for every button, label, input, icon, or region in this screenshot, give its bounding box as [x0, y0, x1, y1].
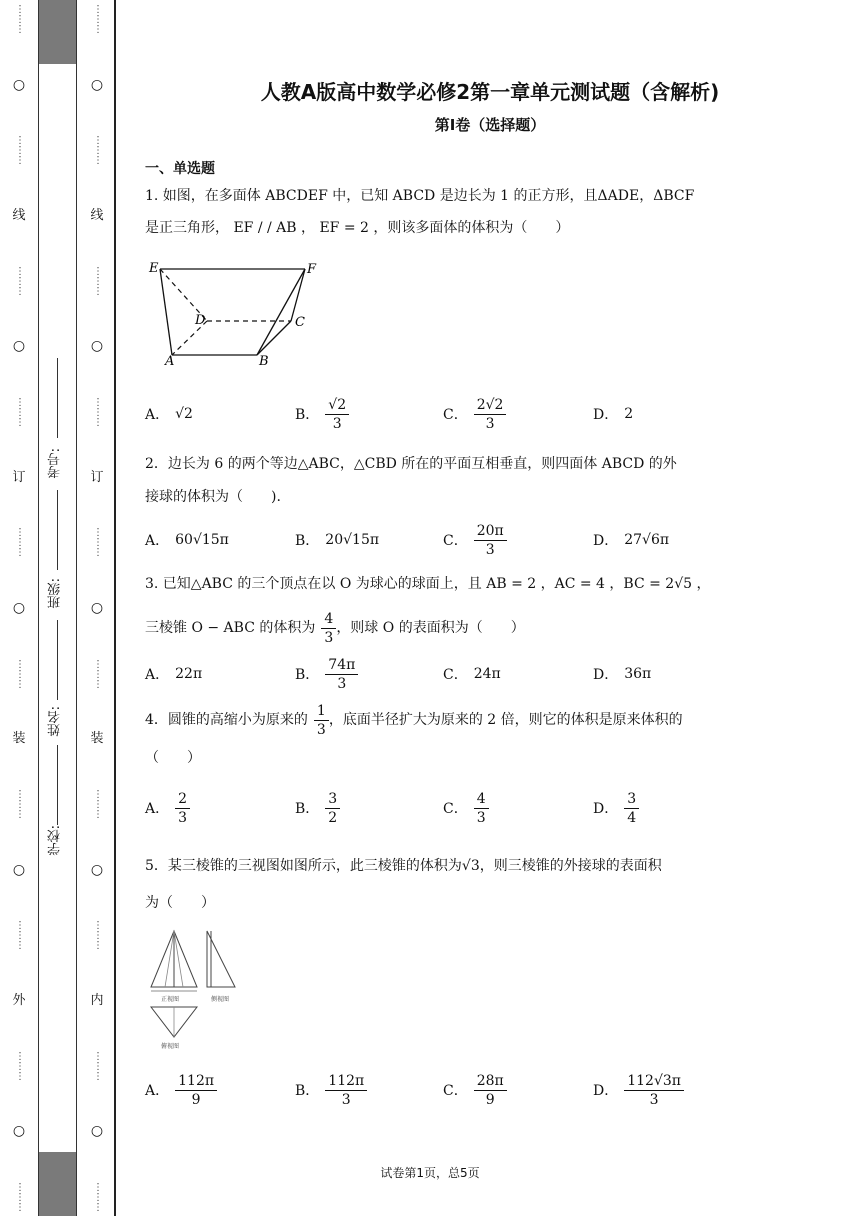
field-class: 班级: [48, 578, 63, 609]
outer-dot-column: ⋯⋯⋯ ○ ⋯⋯⋯ 线 ⋯⋯⋯ ○ ⋯⋯⋯ 订 ⋯⋯⋯ ○ ⋯⋯⋯ 装 ⋯⋯⋯ ○ ⋯⋯⋯ 外 ⋯⋯⋯ ○ ⋯⋯⋯ [12, 4, 26, 1212]
q5-option-a[interactable]: A． $\frac{112\pi}{9}$ [145, 1068, 217, 1112]
section-heading: 一、单选题 [145, 161, 215, 177]
margin-rule-2 [76, 0, 77, 1216]
q1-option-d[interactable]: D． 2 [593, 406, 634, 423]
question-1-line-2: 是正三角形， EF / / AB ， EF = 2 ，则该多面体的体积为（ ） [145, 220, 570, 236]
q3-option-d[interactable]: D． 36π [593, 666, 652, 683]
page-footer: 试卷第1页，总5页 [380, 1166, 480, 1180]
q3-option-b[interactable]: B． $\frac{74\pi}{3}$ [295, 652, 358, 696]
q1-option-b[interactable]: B． $\frac{√2}{3}$ [295, 392, 349, 436]
label-E: E [149, 261, 159, 276]
q3-option-a[interactable]: A． 22π [145, 666, 203, 683]
margin-gray-top [39, 0, 76, 64]
q5-option-c[interactable]: C． $\frac{28\pi}{9}$ [443, 1068, 507, 1112]
question-3-line-1: 3. 已知△ABC 的三个顶点在以 O 为球心的球面上，且 AB = 2 ，AC = 4 ，BC = 2√5 ， [145, 576, 711, 592]
q4-option-b[interactable]: B． $\frac{3}{2}$ [295, 786, 340, 830]
question-5-line-2: 为（ ） [145, 895, 215, 911]
label-C: C [295, 315, 305, 330]
label-B: B [259, 354, 269, 369]
label-D: D [195, 313, 206, 328]
field-exam-no: 考号: [48, 448, 63, 479]
q1-option-c[interactable]: C． $\frac{2√2}{3}$ [443, 392, 506, 436]
q2-option-d[interactable]: D． 27√6π [593, 532, 670, 549]
field-line-name [57, 620, 58, 700]
field-line-class [57, 490, 58, 570]
margin-rule-1 [38, 0, 39, 1216]
q2-option-a[interactable]: A． 60√15π [145, 532, 229, 549]
margin-gray-bottom [39, 1152, 76, 1216]
question-1-line-1: 1. 如图，在多面体 ABCDEF 中，已知 ABCD 是边长为 1 的正方形，且ΔADE，ΔBCF [145, 188, 695, 204]
field-line-school [57, 745, 58, 825]
q5-option-b[interactable]: B． $\frac{112\pi}{3}$ [295, 1068, 367, 1112]
q2-option-b[interactable]: B． 20√15π [295, 532, 380, 549]
three-view-figure [145, 925, 255, 1055]
question-5-options [145, 1068, 835, 1112]
q5-option-d[interactable]: D． $\frac{112√3\pi}{3}$ [593, 1068, 684, 1112]
question-3-line-2: 三棱锥 O − ABC 的体积为 $\frac{4}{3}$ ，则球 O 的表面积为（ ） [145, 610, 525, 646]
label-F: F [307, 262, 317, 277]
q4-option-c[interactable]: C． $\frac{4}{3}$ [443, 786, 489, 830]
question-2-line-1: 2．边长为 6 的两个等边△ABC，△CBD 所在的平面互相垂直，则四面体 ABCD 的外 [145, 456, 677, 472]
q2-option-c[interactable]: C． $\frac{20\pi}{3}$ [443, 518, 507, 562]
question-4-options [145, 786, 835, 830]
field-school: 学校: [48, 825, 63, 856]
question-3-options [145, 652, 835, 696]
page-title: 人教A版高中数学必修2第一章单元测试题（含解析) [260, 80, 720, 104]
q3-option-c[interactable]: C． 24π [443, 666, 501, 683]
inner-dot-column: ⋯⋯⋯ ○ ⋯⋯⋯ 线 ⋯⋯⋯ ○ ⋯⋯⋯ 订 ⋯⋯⋯ ○ ⋯⋯⋯ 装 ⋯⋯⋯ ○ ⋯⋯⋯ 内 ⋯⋯⋯ ○ ⋯⋯⋯ [90, 4, 104, 1212]
question-4-line-2: （ ） [145, 750, 201, 766]
front-view-label: 正视图 [161, 996, 180, 1003]
polyhedron-figure [145, 255, 325, 370]
field-name: 姓名: [48, 706, 63, 737]
question-4-line-1: 4．圆锥的高缩小为原来的 $\frac{1}{3}$ ，底面半径扩大为原来的 2 倍，则它的体积是原来体积的 [145, 702, 683, 738]
label-A: A [165, 354, 175, 369]
question-5-line-1: 5．某三棱锥的三视图如图所示，此三棱锥的体积为√3，则三棱锥的外接球的表面积 [145, 858, 662, 874]
question-2-options [145, 518, 835, 562]
top-view-label: 俯视图 [161, 1043, 180, 1050]
q4-option-d[interactable]: D． $\frac{3}{4}$ [593, 786, 639, 830]
margin-rule-3 [114, 0, 116, 1216]
field-line-exam [57, 358, 58, 438]
q1-option-a[interactable]: A． √2 [145, 406, 193, 423]
page-subtitle: 第I卷（选择题） [434, 116, 546, 134]
q4-option-a[interactable]: A． $\frac{2}{3}$ [145, 786, 190, 830]
side-view-label: 侧视图 [211, 996, 230, 1003]
question-2-line-2: 接球的体积为（ ). [145, 489, 281, 505]
question-1-options [145, 392, 835, 436]
